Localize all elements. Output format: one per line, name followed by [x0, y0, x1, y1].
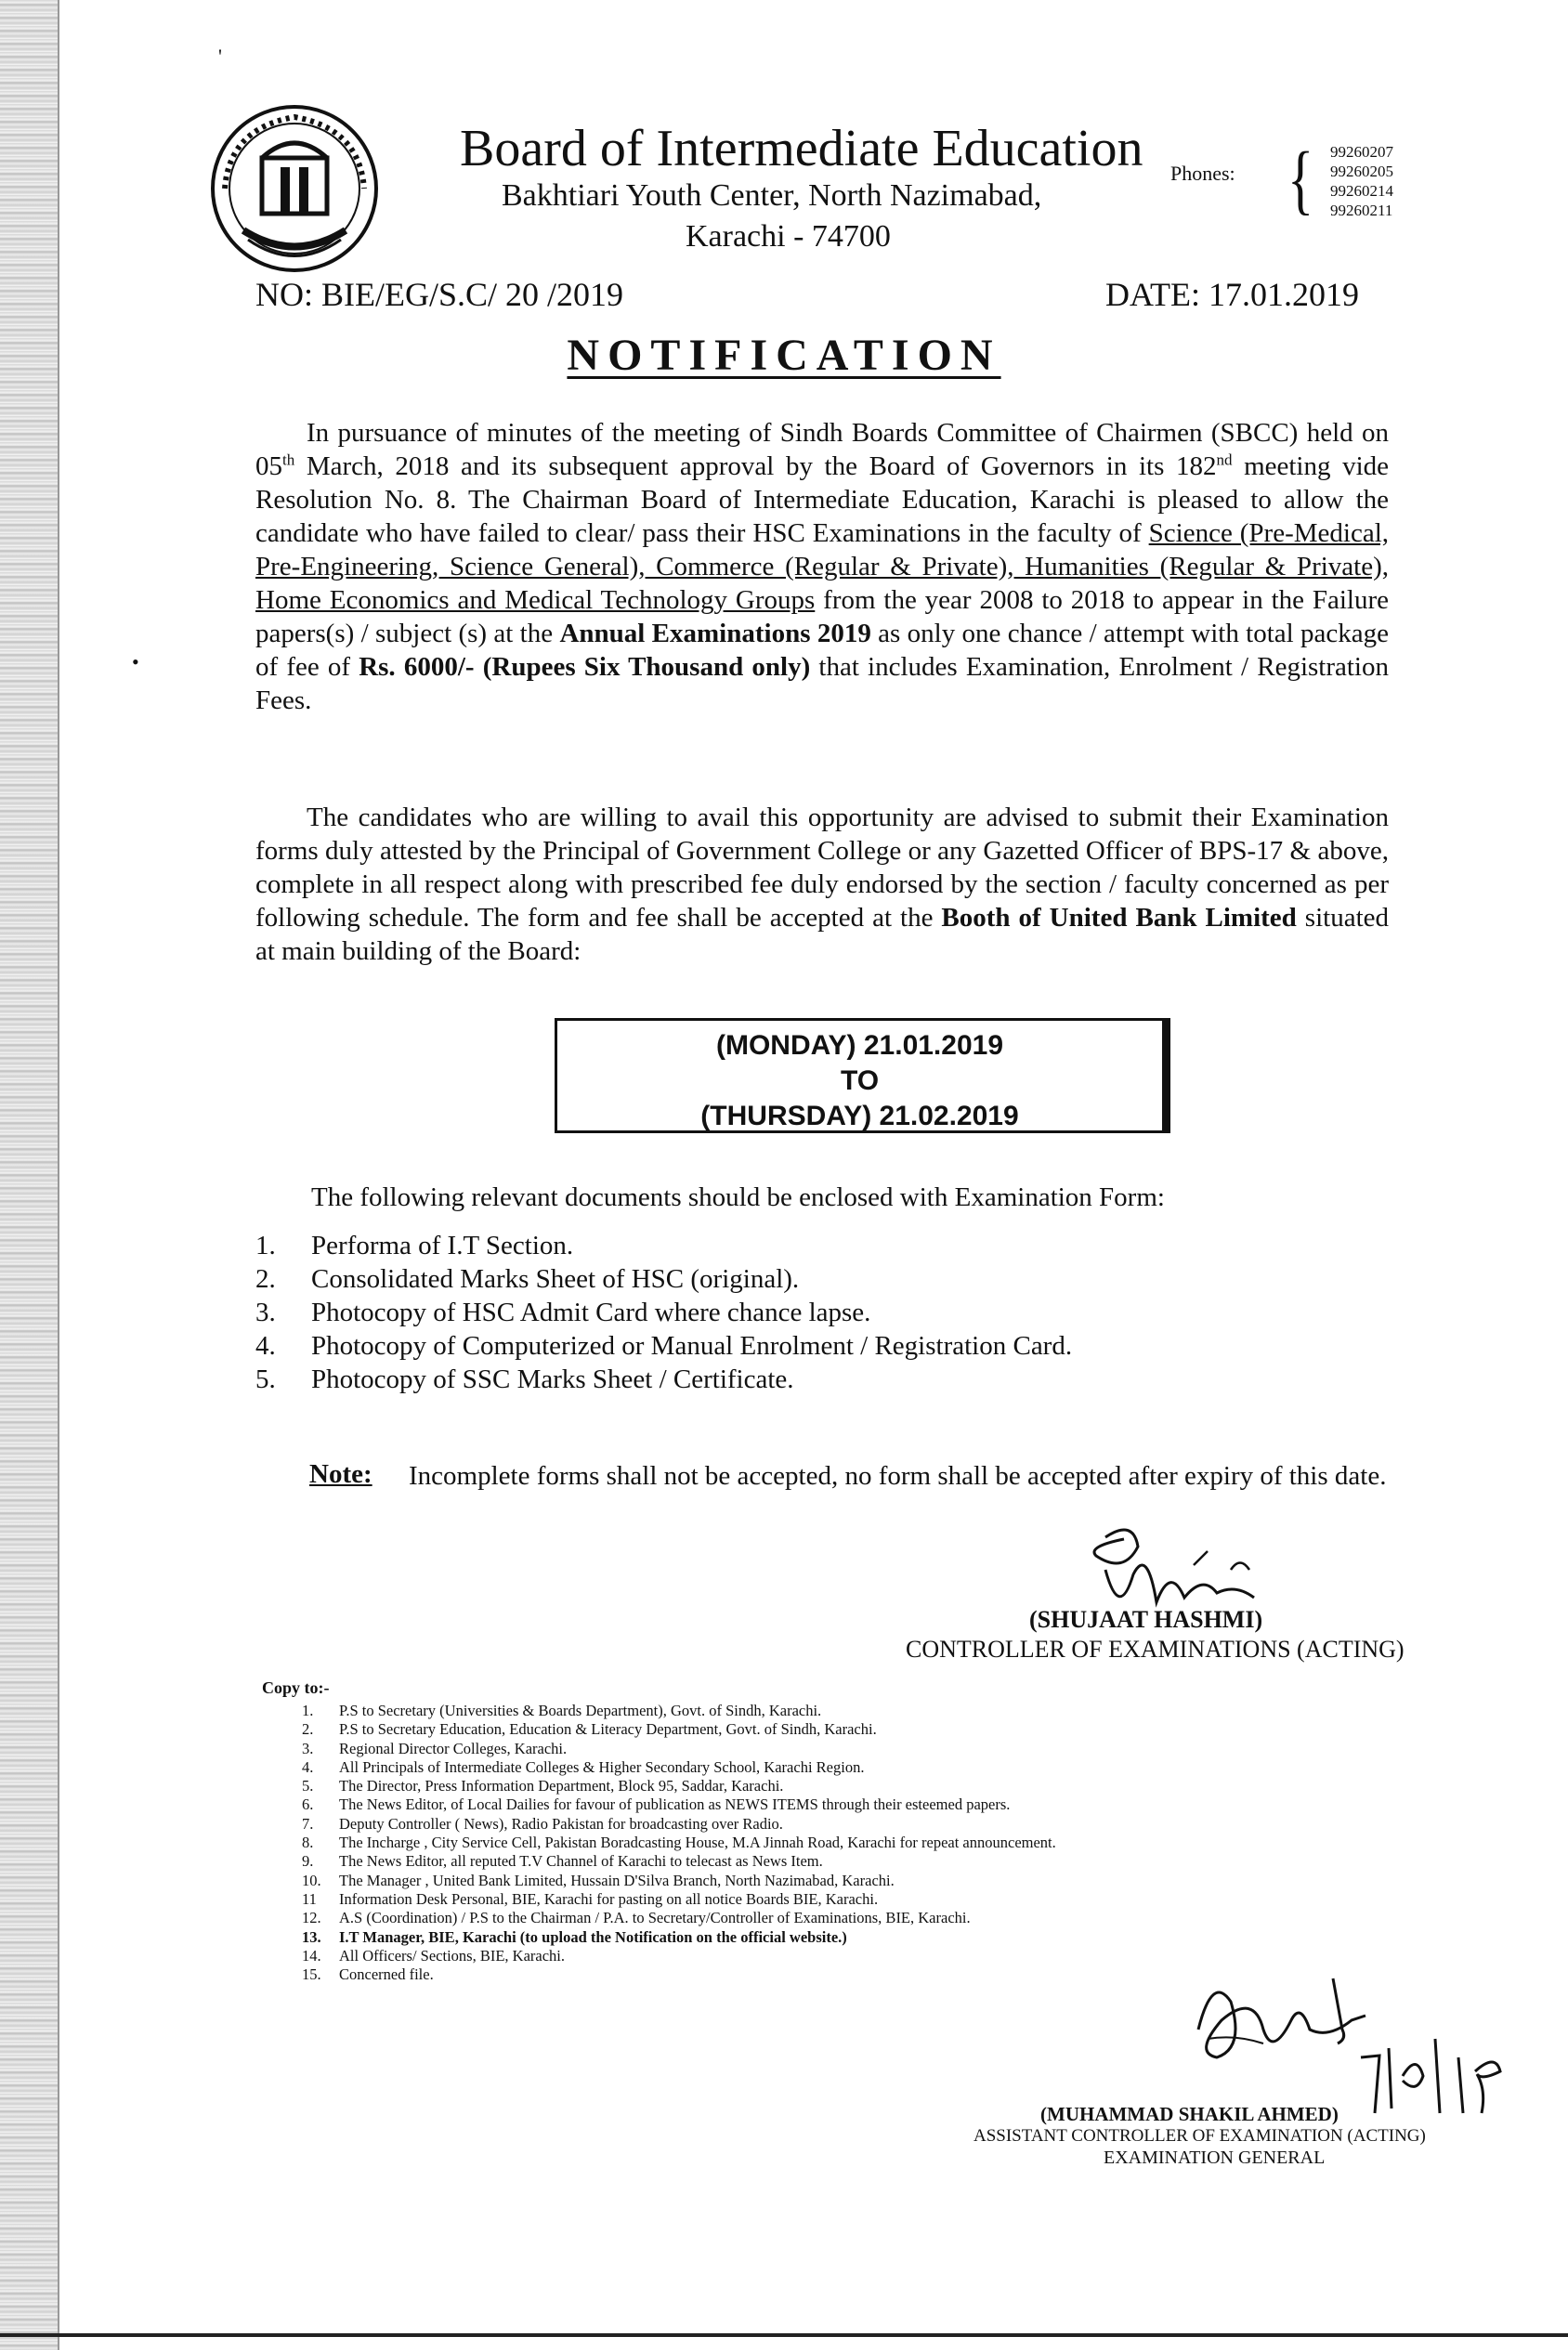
list-item: [302, 1872, 1056, 1890]
list-item: [302, 1777, 1056, 1795]
org-name: Board of Intermediate Education: [460, 120, 1143, 177]
list-text: P.S to Secretary Education, Education & Literacy Department, Govt. of Sindh, Karachi.: [339, 1720, 877, 1739]
list-item: [302, 1758, 1056, 1777]
list-number: 15.: [302, 1965, 321, 1984]
note-label: Note:: [309, 1459, 372, 1489]
scan-mark: •: [132, 650, 139, 673]
list-number: 7.: [302, 1814, 314, 1833]
list-number: 13.: [302, 1927, 321, 1946]
list-number: 14.: [302, 1946, 321, 1965]
list-text: Photocopy of HSC Admit Card where chance lapse.: [311, 1298, 871, 1327]
list-item: [302, 1815, 1056, 1834]
list-text: I.T Manager, BIE, Karachi (to upload the Notification on the official website.): [339, 1927, 847, 1946]
scan-mark: ': [218, 45, 222, 68]
phone-number: 99260207: [1330, 143, 1393, 161]
list-number: 4.: [302, 1757, 314, 1776]
exam-name: Annual Examinations 2019: [559, 619, 871, 648]
documents-list: [255, 1229, 1072, 1396]
controller-name: (SHUJAAT HASHMI): [1029, 1606, 1263, 1633]
list-text: Performa of I.T Section.: [311, 1231, 574, 1260]
list-item: [302, 1720, 1056, 1739]
list-number: 5.: [255, 1364, 276, 1394]
list-item: [302, 1928, 1056, 1947]
list-item: [302, 1702, 1056, 1720]
list-number: 4.: [255, 1331, 276, 1361]
phone-number: 99260214: [1330, 182, 1393, 200]
schedule-to: TO: [840, 1065, 880, 1096]
list-text: The Director, Press Information Department, Block 95, Saddar, Karachi.: [339, 1777, 784, 1795]
phones-label: Phones:: [1170, 162, 1235, 185]
list-number: 3.: [302, 1739, 314, 1757]
list-text: The News Editor, all reputed T.V Channel of Karachi to telecast as News Item.: [339, 1852, 823, 1871]
bank-booth: Booth of United Bank Limited: [941, 903, 1297, 933]
department-name: EXAMINATION GENERAL: [1104, 2148, 1326, 2168]
assistant-controller-signature: [1180, 1965, 1533, 2122]
list-number: 12.: [302, 1909, 321, 1927]
text-run: situated at main building of the Board:: [255, 903, 1389, 966]
list-item: [302, 1795, 1056, 1814]
superscript: nd: [1216, 450, 1233, 469]
list-item: [302, 1852, 1056, 1871]
board-seal-logo: [206, 100, 383, 277]
list-number: 10.: [302, 1871, 321, 1889]
copy-to-label: Copy to:-: [262, 1678, 330, 1697]
list-number: 6.: [302, 1795, 314, 1814]
superscript: th: [282, 450, 295, 469]
list-number: 1.: [302, 1702, 314, 1719]
list-item: [255, 1262, 1072, 1296]
text-run: as only one chance / attempt with total package of fee of: [255, 619, 1390, 682]
list-text: The Manager , United Bank Limited, Hussain D'Silva Branch, North Nazimabad, Karachi.: [339, 1871, 895, 1889]
fee-amount: Rs. 6000/- (Rupees Six Thousand only): [359, 652, 811, 682]
list-text: The Incharge , City Service Cell, Pakistan Boradcasting House, M.A Jinnah Road, Karachi for repeat announcement.: [339, 1834, 1056, 1852]
list-text: A.S (Coordination) / P.S to the Chairman / P.A. to Secretary/Controller of Examinations, BIE, Karachi.: [339, 1909, 971, 1927]
list-number: 3.: [255, 1298, 276, 1327]
text-run: The candidates who are willing to avail this opportunity are advised to submit their Examination forms duly attested by the Principal of Government College or any Gazetted Officer of BPS-17 & above, complete in all respect along with prescribed fee duly endorsed by the section / faculty concerned as per following schedule. The form and fee shall be accepted at the: [255, 803, 1389, 933]
text-run: March, 2018 and its subsequent approval by the Board of Governors in its 182: [294, 451, 1217, 481]
phone-number: 99260211: [1330, 202, 1393, 219]
list-text: Concerned file.: [339, 1965, 434, 1984]
list-number: 11: [302, 1889, 317, 1908]
list-item: [302, 1909, 1056, 1927]
documents-intro: The following relevant documents should be enclosed with Examination Form:: [311, 1182, 1165, 1212]
reference-number: NO: BIE/EG/S.C/ 20 /2019: [255, 276, 624, 313]
schedule-start: (MONDAY) 21.01.2019: [715, 1030, 1004, 1061]
list-number: 8.: [302, 1834, 314, 1852]
list-item: [255, 1363, 1072, 1396]
paragraph-submission: [255, 801, 1389, 968]
phone-numbers: [1330, 142, 1393, 220]
text-run: meeting vide Resolution No. 8. The Chairman Board of Intermediate Education, Karachi is pleased to allow the candidate who have failed to clear/ pass their HSC Examinations in the faculty of: [255, 451, 1390, 548]
list-number: 5.: [302, 1777, 314, 1795]
list-item: [255, 1296, 1072, 1329]
list-number: 9.: [302, 1852, 314, 1871]
list-text: All Officers/ Sections, BIE, Karachi.: [339, 1946, 566, 1965]
list-number: 1.: [255, 1231, 276, 1260]
list-number: 2.: [255, 1264, 276, 1294]
note-text: Incomplete forms shall not be accepted, no form shall be accepted after expiry of this date.: [409, 1461, 1387, 1491]
paragraph-eligibility: [255, 416, 1389, 717]
notification-title: [0, 330, 1568, 381]
list-text: Regional Director Colleges, Karachi.: [339, 1739, 568, 1757]
controller-title: CONTROLLER OF EXAMINATIONS (ACTING): [906, 1636, 1405, 1663]
assistant-controller-title: ASSISTANT CONTROLLER OF EXAMINATION (ACTING): [973, 2126, 1426, 2146]
title-text: NOTIFICATION: [567, 331, 1001, 380]
list-item: [302, 1965, 1056, 1984]
list-text: Photocopy of Computerized or Manual Enrolment / Registration Card.: [311, 1331, 1073, 1361]
list-text: All Principals of Intermediate Colleges & Higher Secondary School, Karachi Region.: [339, 1757, 865, 1776]
list-number: 2.: [302, 1720, 314, 1739]
phone-number: 99260205: [1330, 163, 1393, 180]
schedule-end: (THURSDAY) 21.02.2019: [700, 1101, 1019, 1131]
list-text: Consolidated Marks Sheet of HSC (original).: [311, 1264, 800, 1294]
brace-symbol: {: [1287, 137, 1314, 223]
list-item: [255, 1329, 1072, 1363]
list-text: The News Editor, of Local Dailies for favour of publication as NEWS ITEMS through their esteemed papers.: [339, 1795, 1011, 1814]
schedule-box: [555, 1018, 1165, 1133]
list-item: [302, 1890, 1056, 1909]
faculty-groups: Science (Pre-Medical, Pre-Engineering, Science General), Commerce (Regular & Private), Humanities (Regular & Private), Home Economics and Medical Technology Groups: [255, 518, 1389, 615]
text-run: that includes Examination, Enrolment / Registration Fees.: [255, 652, 1389, 715]
text-run: In pursuance of minutes of the meeting of Sindh Boards Committee of Chairmen (SBCC) held on 05: [255, 418, 1389, 481]
address-line-2: Karachi - 74700: [686, 219, 891, 254]
list-text: P.S to Secretary (Universities & Boards Department), Govt. of Sindh, Karachi.: [339, 1702, 822, 1719]
list-text: Photocopy of SSC Marks Sheet / Certificate.: [311, 1364, 794, 1394]
list-item: [255, 1229, 1072, 1262]
copy-to-list: [302, 1702, 1056, 1984]
list-text: Information Desk Personal, BIE, Karachi for pasting on all notice Boards BIE, Karachi.: [339, 1889, 879, 1908]
bottom-rule: [0, 2333, 1568, 2337]
list-item: [302, 1834, 1056, 1852]
assistant-controller-name: (MUHAMMAD SHAKIL AHMED): [1040, 2103, 1339, 2125]
reference-date: DATE: 17.01.2019: [1105, 276, 1359, 313]
text-run: from the year 2008 to 2018 to appear in the Failure papers(s) / subject (s) at the: [255, 585, 1390, 648]
address-line-1: Bakhtiari Youth Center, North Nazimabad,: [502, 178, 1042, 213]
list-item: [302, 1947, 1056, 1965]
list-text: Deputy Controller ( News), Radio Pakistan for broadcasting over Radio.: [339, 1814, 783, 1833]
list-item: [302, 1740, 1056, 1758]
